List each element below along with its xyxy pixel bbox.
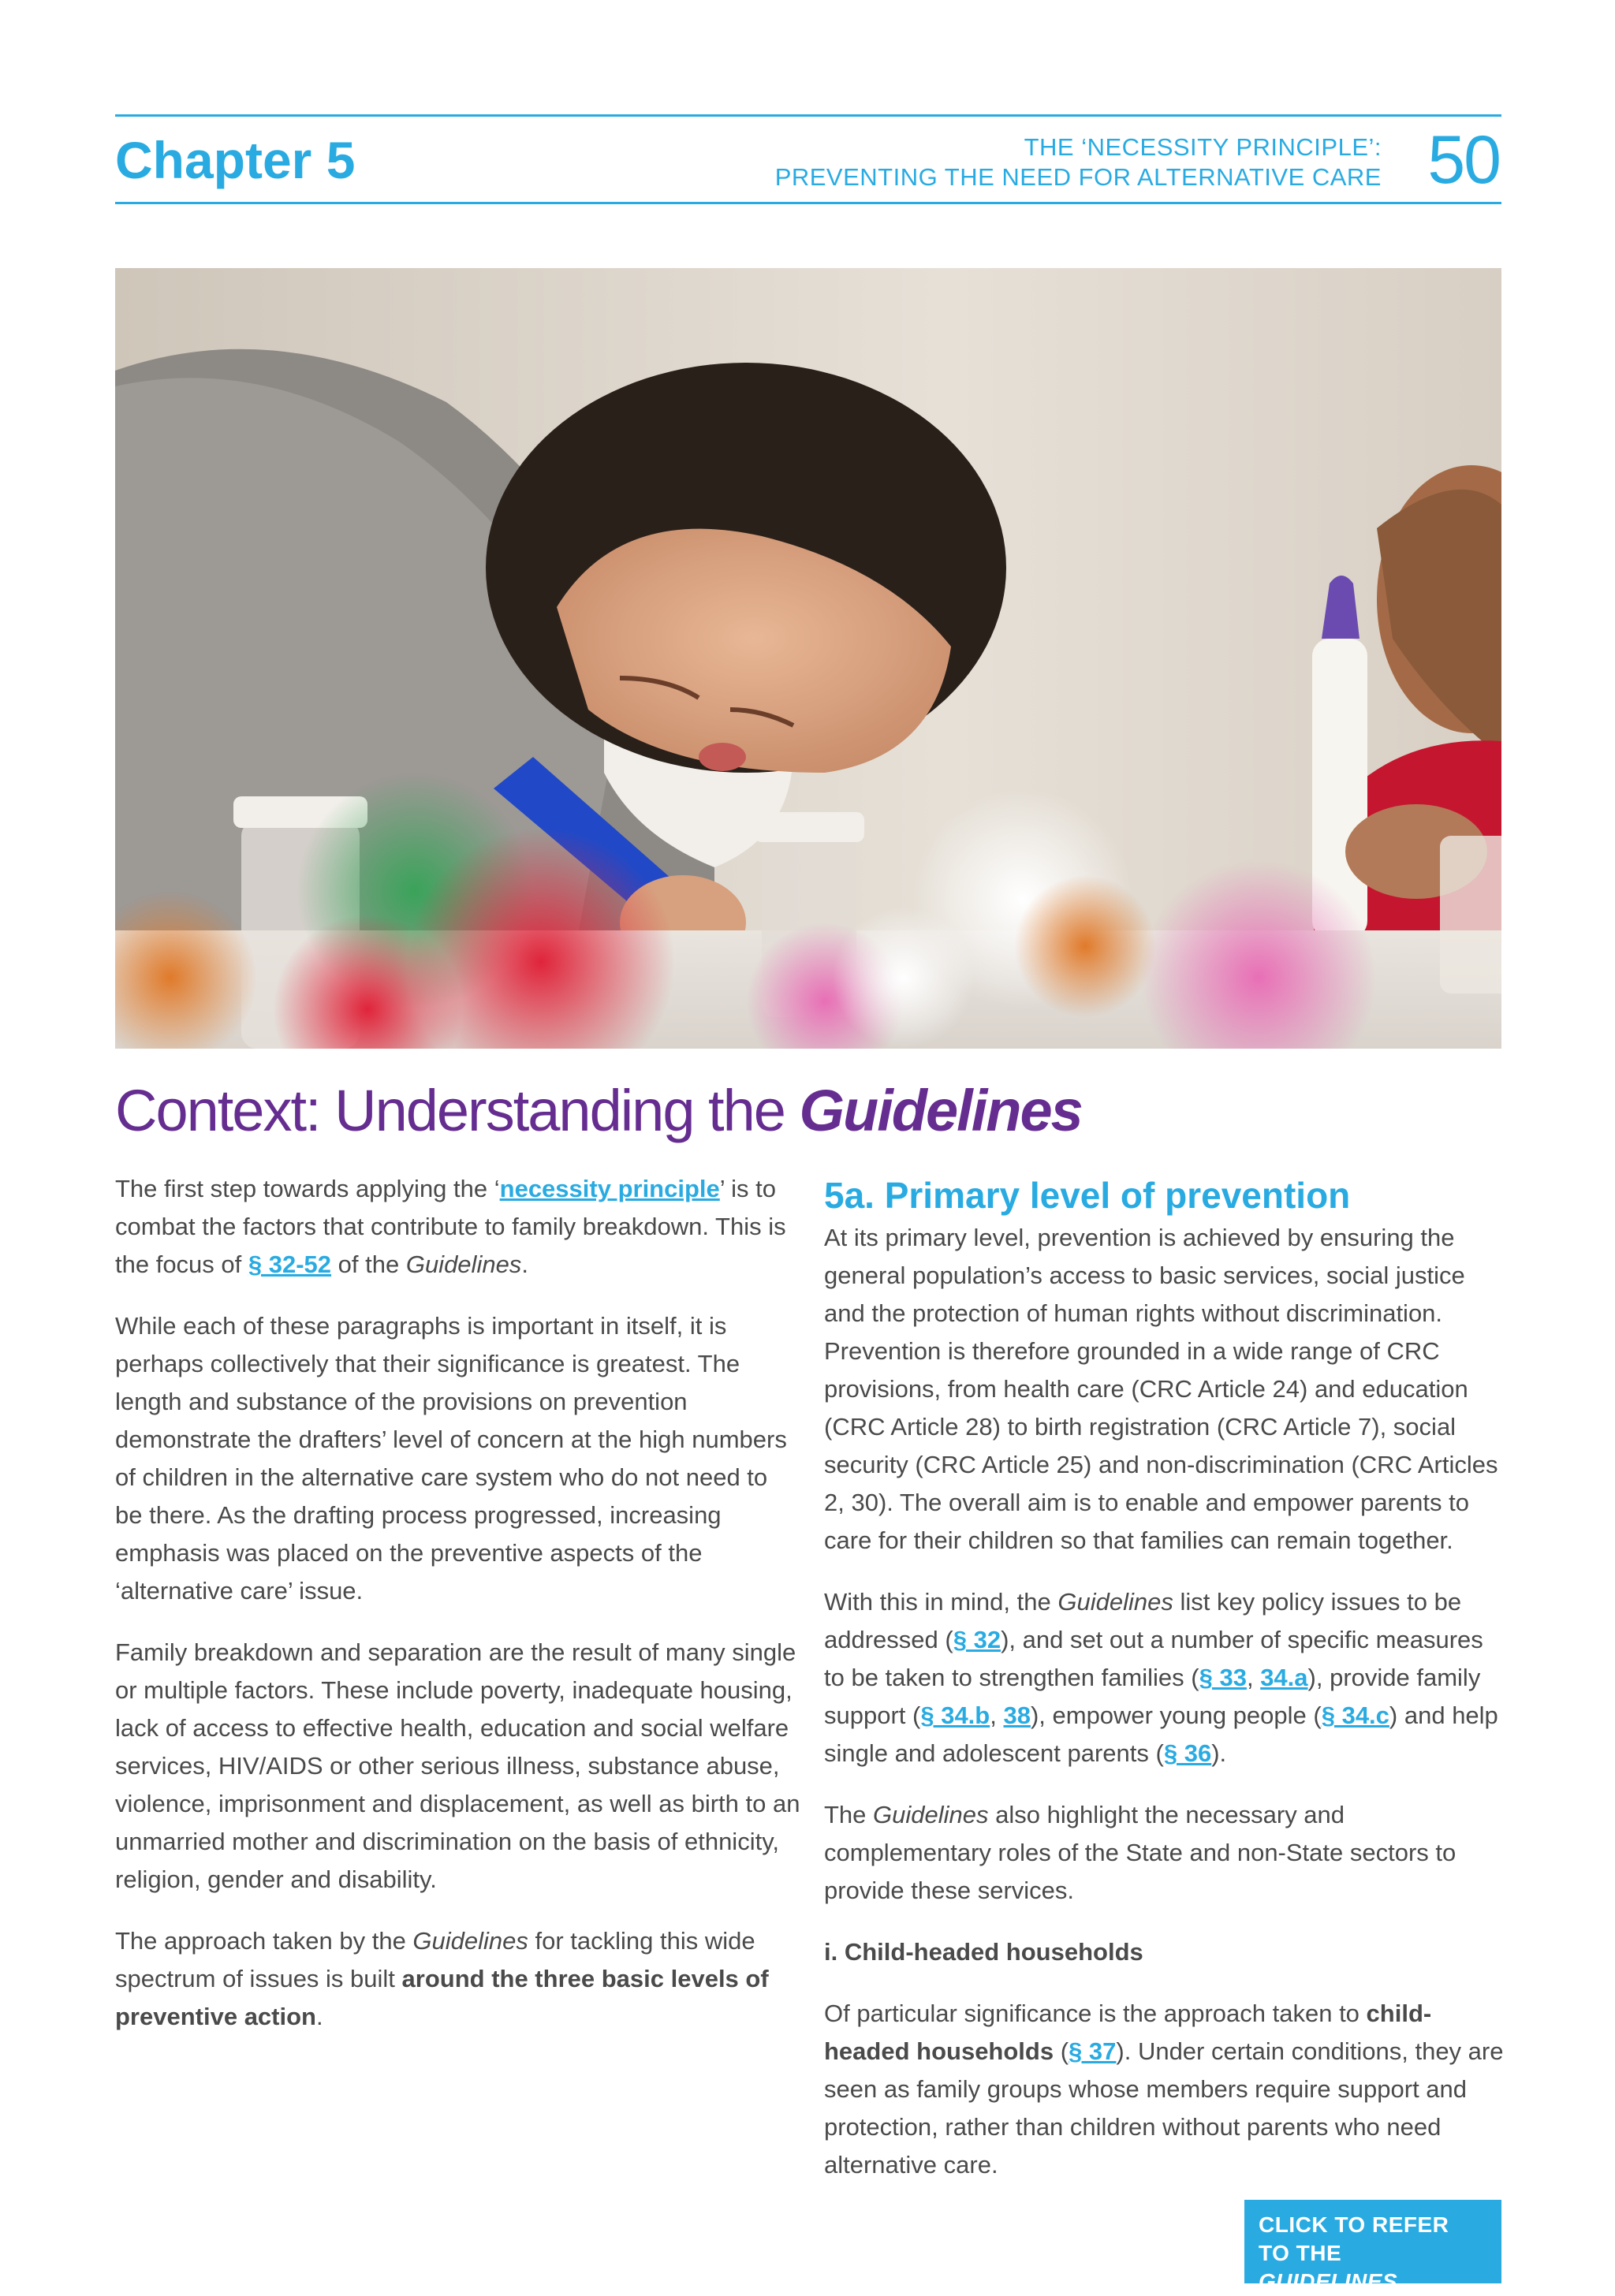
text-span: ( bbox=[1054, 2037, 1069, 2065]
cta-line-1: CLICK TO REFER bbox=[1259, 2212, 1449, 2237]
context-heading-text: Context: Understanding the bbox=[115, 1078, 800, 1143]
text-span: list key policy issues to be addressed ( bbox=[824, 1588, 1462, 1653]
text-span: . bbox=[521, 1250, 528, 1278]
section-32-link[interactable]: § 32 bbox=[953, 1626, 1001, 1653]
section-34b-link[interactable]: § 34.b bbox=[920, 1702, 990, 1729]
primary-prevention-heading: 5a. Primary level of prevention bbox=[824, 1175, 1351, 1216]
text-span: , bbox=[990, 1702, 1004, 1729]
text-span: ), provide family support ( bbox=[824, 1664, 1481, 1729]
guidelines-italic: Guidelines bbox=[1057, 1588, 1173, 1616]
running-title-line-2: PREVENTING THE NEED FOR ALTERNATIVE CARE bbox=[774, 163, 1382, 191]
text-span: Of particular significance is the approach taken to bbox=[824, 2000, 1367, 2027]
header-rule-bottom bbox=[115, 202, 1501, 204]
right-paragraph-2 bbox=[824, 1583, 1504, 1772]
text-span: . bbox=[315, 2003, 323, 2030]
guidelines-italic: Guidelines bbox=[405, 1250, 522, 1278]
section-34a-link[interactable]: 34.a bbox=[1260, 1664, 1308, 1691]
section-34c-link[interactable]: § 34.c bbox=[1321, 1702, 1389, 1729]
section-33-link[interactable]: § 33 bbox=[1199, 1664, 1247, 1691]
text-span: With this in mind, the bbox=[824, 1588, 1058, 1616]
text-span: The first step towards applying the ‘ bbox=[115, 1175, 500, 1202]
text-span: ). Under certain conditions, they are seen as family groups whose members require support and protection, rather than children without parents who need alternative care. bbox=[824, 2037, 1504, 2179]
right-paragraph-1: At its primary level, prevention is achieved by ensuring the general population’s access to basic services, social justice and the protection of human rights without discrimination. Prevention is therefore grounded in a wide range of CRC provisions, from health care (CRC Article 24) and education (CRC Article 28) to birth registration (CRC Article 7), social security (CRC Article 25) and non-discrimination (CRC Articles 2, 30). The overall aim is to enable and empower parents to care for their children so that families can remain together. bbox=[824, 1224, 1498, 1554]
left-paragraph-4 bbox=[115, 1922, 801, 2036]
text-span: ), empower young people ( bbox=[1030, 1702, 1322, 1729]
cta-line-2-prefix: TO THE bbox=[1259, 2241, 1342, 2265]
text-span: The approach taken by the bbox=[115, 1927, 413, 1955]
text-span: , bbox=[1246, 1664, 1261, 1691]
text-span: ’ is to combat the factors that contribute to family breakdown. This is the focus of bbox=[115, 1175, 786, 1278]
guidelines-italic: Guidelines bbox=[873, 1801, 989, 1828]
bold-text: child-headed households bbox=[824, 2000, 1432, 2065]
left-paragraph-2: While each of these paragraphs is important in itself, it is perhaps collectively that their significance is greatest. The length and substance of the provisions on prevention demonstrate the drafters’ level of concern at the high numbers of children in the alternative care system who do not need to be there. As the drafting process progressed, increasing emphasis was placed on the preventive aspects of the ‘alternative care’ issue. bbox=[115, 1312, 787, 1605]
text-span: ) and help single and adolescent parents ( bbox=[824, 1702, 1498, 1767]
running-title-line-1: THE ‘NECESSITY PRINCIPLE’: bbox=[1024, 133, 1382, 161]
header-rule-top bbox=[115, 114, 1501, 117]
right-column bbox=[824, 1170, 1504, 2184]
section-36-link[interactable]: § 36 bbox=[1163, 1739, 1212, 1767]
right-paragraph-4 bbox=[824, 1995, 1504, 2184]
chapter-title: Chapter 5 bbox=[115, 131, 356, 189]
context-heading bbox=[115, 1079, 1082, 1142]
text-span: ), and set out a number of specific measures to be taken to strengthen families ( bbox=[824, 1626, 1483, 1691]
cta-line-2-italic: GUIDELINES bbox=[1259, 2269, 1398, 2294]
left-paragraph-3: Family breakdown and separation are the result of many single or multiple factors. These include poverty, inadequate housing, lack of access to effective health, education and social welfare services, HIV/AIDS or other serious illness, substance abuse, violence, imprisonment and displacement, as well as birth to an unmarried mother and discrimination on the basis of ethnicity, religion, gender and disability. bbox=[115, 1638, 800, 1893]
hero-photo bbox=[115, 268, 1501, 1049]
bold-text: around the three basic levels of preventive action bbox=[115, 1965, 769, 2030]
context-heading-italic: Guidelines bbox=[799, 1078, 1082, 1143]
text-span: ). bbox=[1211, 1739, 1227, 1767]
text-span: of the bbox=[331, 1250, 406, 1278]
text-span: for tackling this wide spectrum of issues is built bbox=[115, 1927, 755, 1992]
necessity-principle-link[interactable]: necessity principle bbox=[499, 1175, 720, 1202]
section-37-link[interactable]: § 37 bbox=[1069, 2037, 1117, 2065]
section-38-link[interactable]: 38 bbox=[1003, 1702, 1031, 1729]
text-span: The bbox=[824, 1801, 874, 1828]
child-headed-households-heading: i. Child-headed households bbox=[824, 1938, 1143, 1966]
text-span: also highlight the necessary and complementary roles of the State and non-State sectors to provide these services. bbox=[824, 1801, 1456, 1904]
page-number: 50 bbox=[1427, 122, 1500, 198]
left-paragraph-1 bbox=[115, 1170, 801, 1284]
guidelines-italic: Guidelines bbox=[412, 1927, 528, 1955]
hero-photo-illustration bbox=[115, 268, 1501, 1049]
left-column bbox=[115, 1170, 801, 2059]
cta-line-2 bbox=[1259, 2239, 1487, 2296]
refer-to-guidelines-button[interactable] bbox=[1244, 2200, 1501, 2294]
running-title bbox=[775, 132, 1382, 192]
right-paragraph-3 bbox=[824, 1796, 1504, 1910]
section-32-52-link[interactable]: § 32-52 bbox=[248, 1250, 332, 1278]
